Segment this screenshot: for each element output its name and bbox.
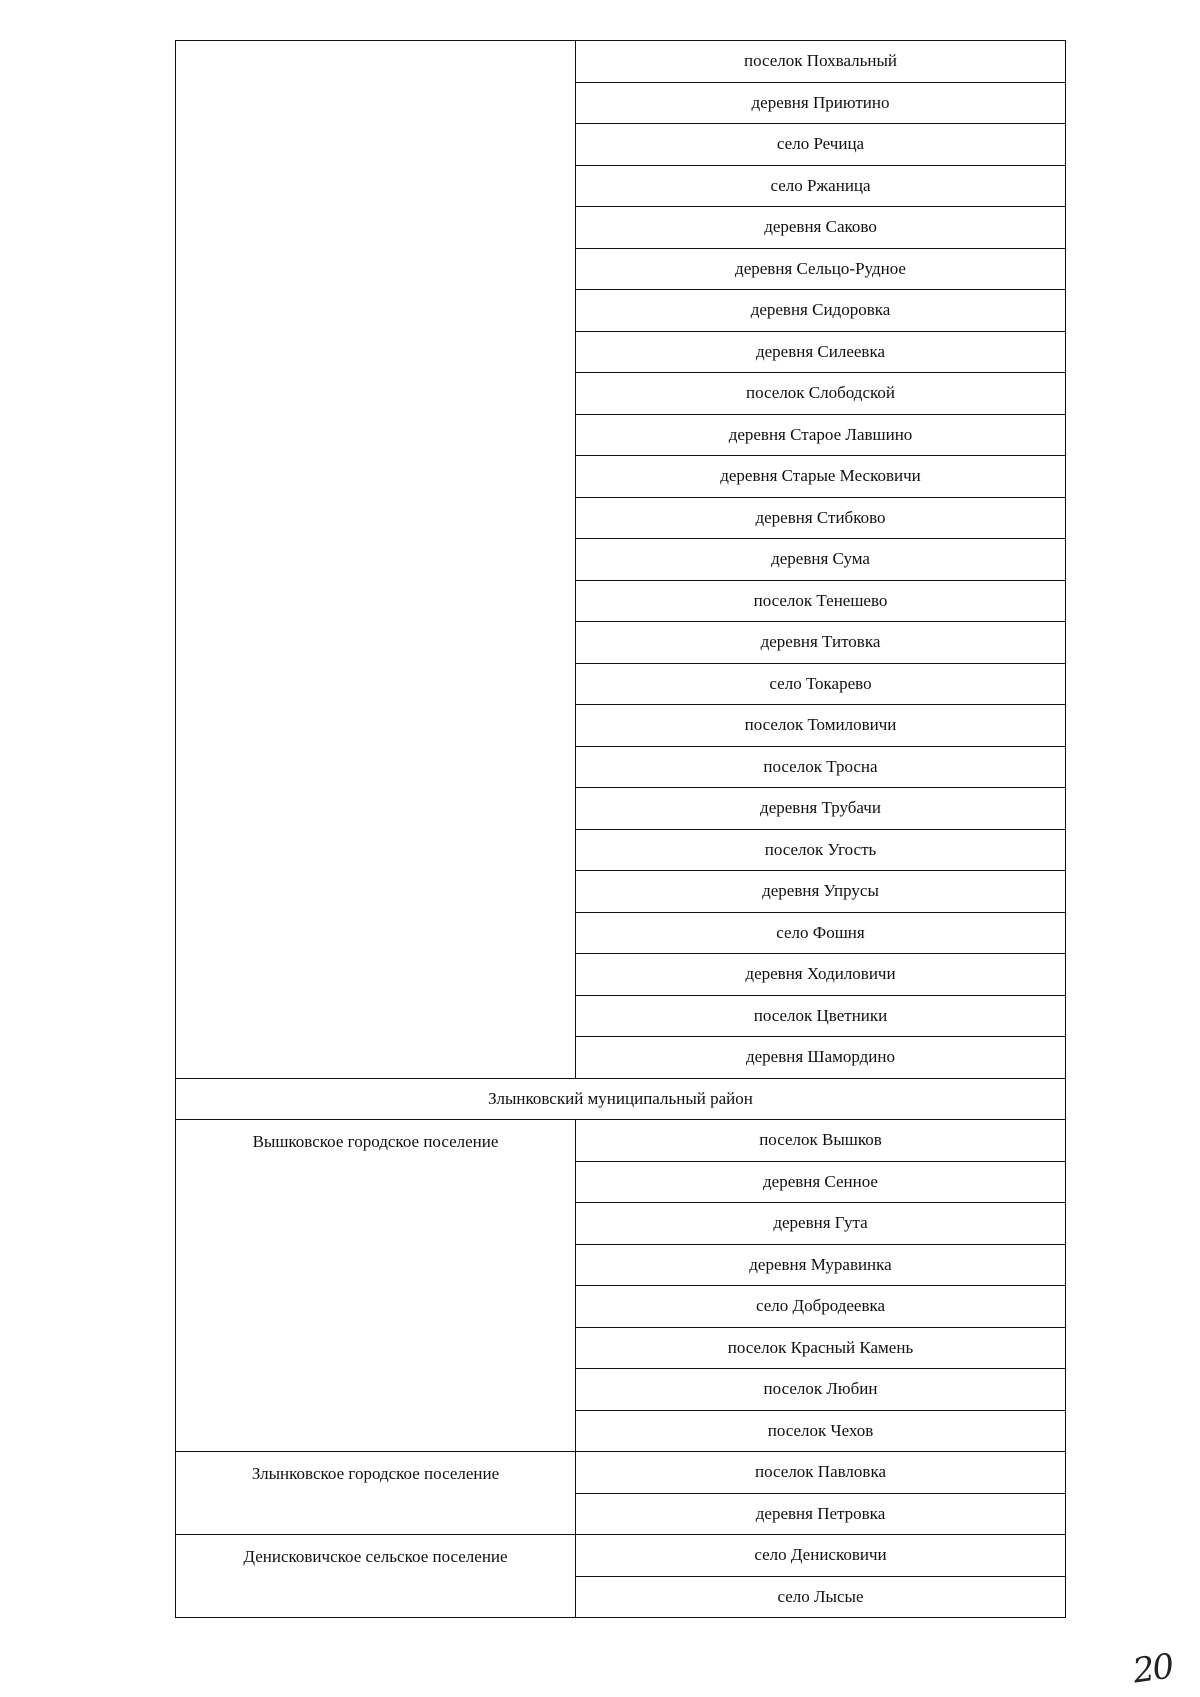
settlement-cell: деревня Ходиловичи xyxy=(576,954,1066,996)
settlement-cell: деревня Силеевка xyxy=(576,331,1066,373)
settlement-cell: село Лысые xyxy=(576,1576,1066,1618)
settlement-cell: поселок Павловка xyxy=(576,1452,1066,1494)
settlement-cell: деревня Шамордино xyxy=(576,1037,1066,1079)
settlement-cell: село Ржаница xyxy=(576,165,1066,207)
settlement-cell: поселок Томиловичи xyxy=(576,705,1066,747)
settlement-cell: поселок Любин xyxy=(576,1369,1066,1411)
municipality-name: Вышковское городское поселение xyxy=(176,1120,576,1452)
table-body xyxy=(176,41,1066,1618)
settlement-cell: поселок Тросна xyxy=(576,746,1066,788)
settlement-cell: деревня Муравинка xyxy=(576,1244,1066,1286)
settlement-cell: поселок Слободской xyxy=(576,373,1066,415)
district-row xyxy=(176,1078,1066,1120)
page-number: 20 xyxy=(1130,1646,1175,1692)
settlement-cell: деревня Сенное xyxy=(576,1161,1066,1203)
table-row xyxy=(176,41,1066,83)
settlements-table xyxy=(175,40,1066,1618)
settlement-cell: поселок Тенешево xyxy=(576,580,1066,622)
settlement-cell: поселок Вышков xyxy=(576,1120,1066,1162)
settlement-cell: деревня Приютино xyxy=(576,82,1066,124)
settlement-cell: поселок Угость xyxy=(576,829,1066,871)
settlement-cell: село Добродеевка xyxy=(576,1286,1066,1328)
settlement-cell: деревня Сельцо-Рудное xyxy=(576,248,1066,290)
settlement-cell: деревня Сума xyxy=(576,539,1066,581)
settlement-cell: поселок Чехов xyxy=(576,1410,1066,1452)
settlement-cell: село Речица xyxy=(576,124,1066,166)
district-name: Злынковский муниципальный район xyxy=(176,1078,1066,1120)
settlement-cell: деревня Гута xyxy=(576,1203,1066,1245)
table-row xyxy=(176,1452,1066,1494)
table-row xyxy=(176,1120,1066,1162)
settlement-cell: деревня Старые Месковичи xyxy=(576,456,1066,498)
settlement-cell: деревня Упрусы xyxy=(576,871,1066,913)
settlement-cell: село Токарево xyxy=(576,663,1066,705)
municipality-name: Злынковское городское поселение xyxy=(176,1452,576,1535)
settlement-cell: село Фошня xyxy=(576,912,1066,954)
settlement-cell: деревня Сидоровка xyxy=(576,290,1066,332)
municipality-cell-continued xyxy=(176,41,576,1079)
settlement-cell: поселок Похвальный xyxy=(576,41,1066,83)
table-row xyxy=(176,1535,1066,1577)
settlement-cell: село Денисковичи xyxy=(576,1535,1066,1577)
settlement-cell: деревня Стибково xyxy=(576,497,1066,539)
settlement-cell: поселок Красный Камень xyxy=(576,1327,1066,1369)
settlement-cell: поселок Цветники xyxy=(576,995,1066,1037)
municipality-name: Денисковичское сельское поселение xyxy=(176,1535,576,1618)
settlement-cell: деревня Саково xyxy=(576,207,1066,249)
settlement-cell: деревня Старое Лавшино xyxy=(576,414,1066,456)
settlement-cell: деревня Титовка xyxy=(576,622,1066,664)
settlement-cell: деревня Трубачи xyxy=(576,788,1066,830)
settlement-cell: деревня Петровка xyxy=(576,1493,1066,1535)
